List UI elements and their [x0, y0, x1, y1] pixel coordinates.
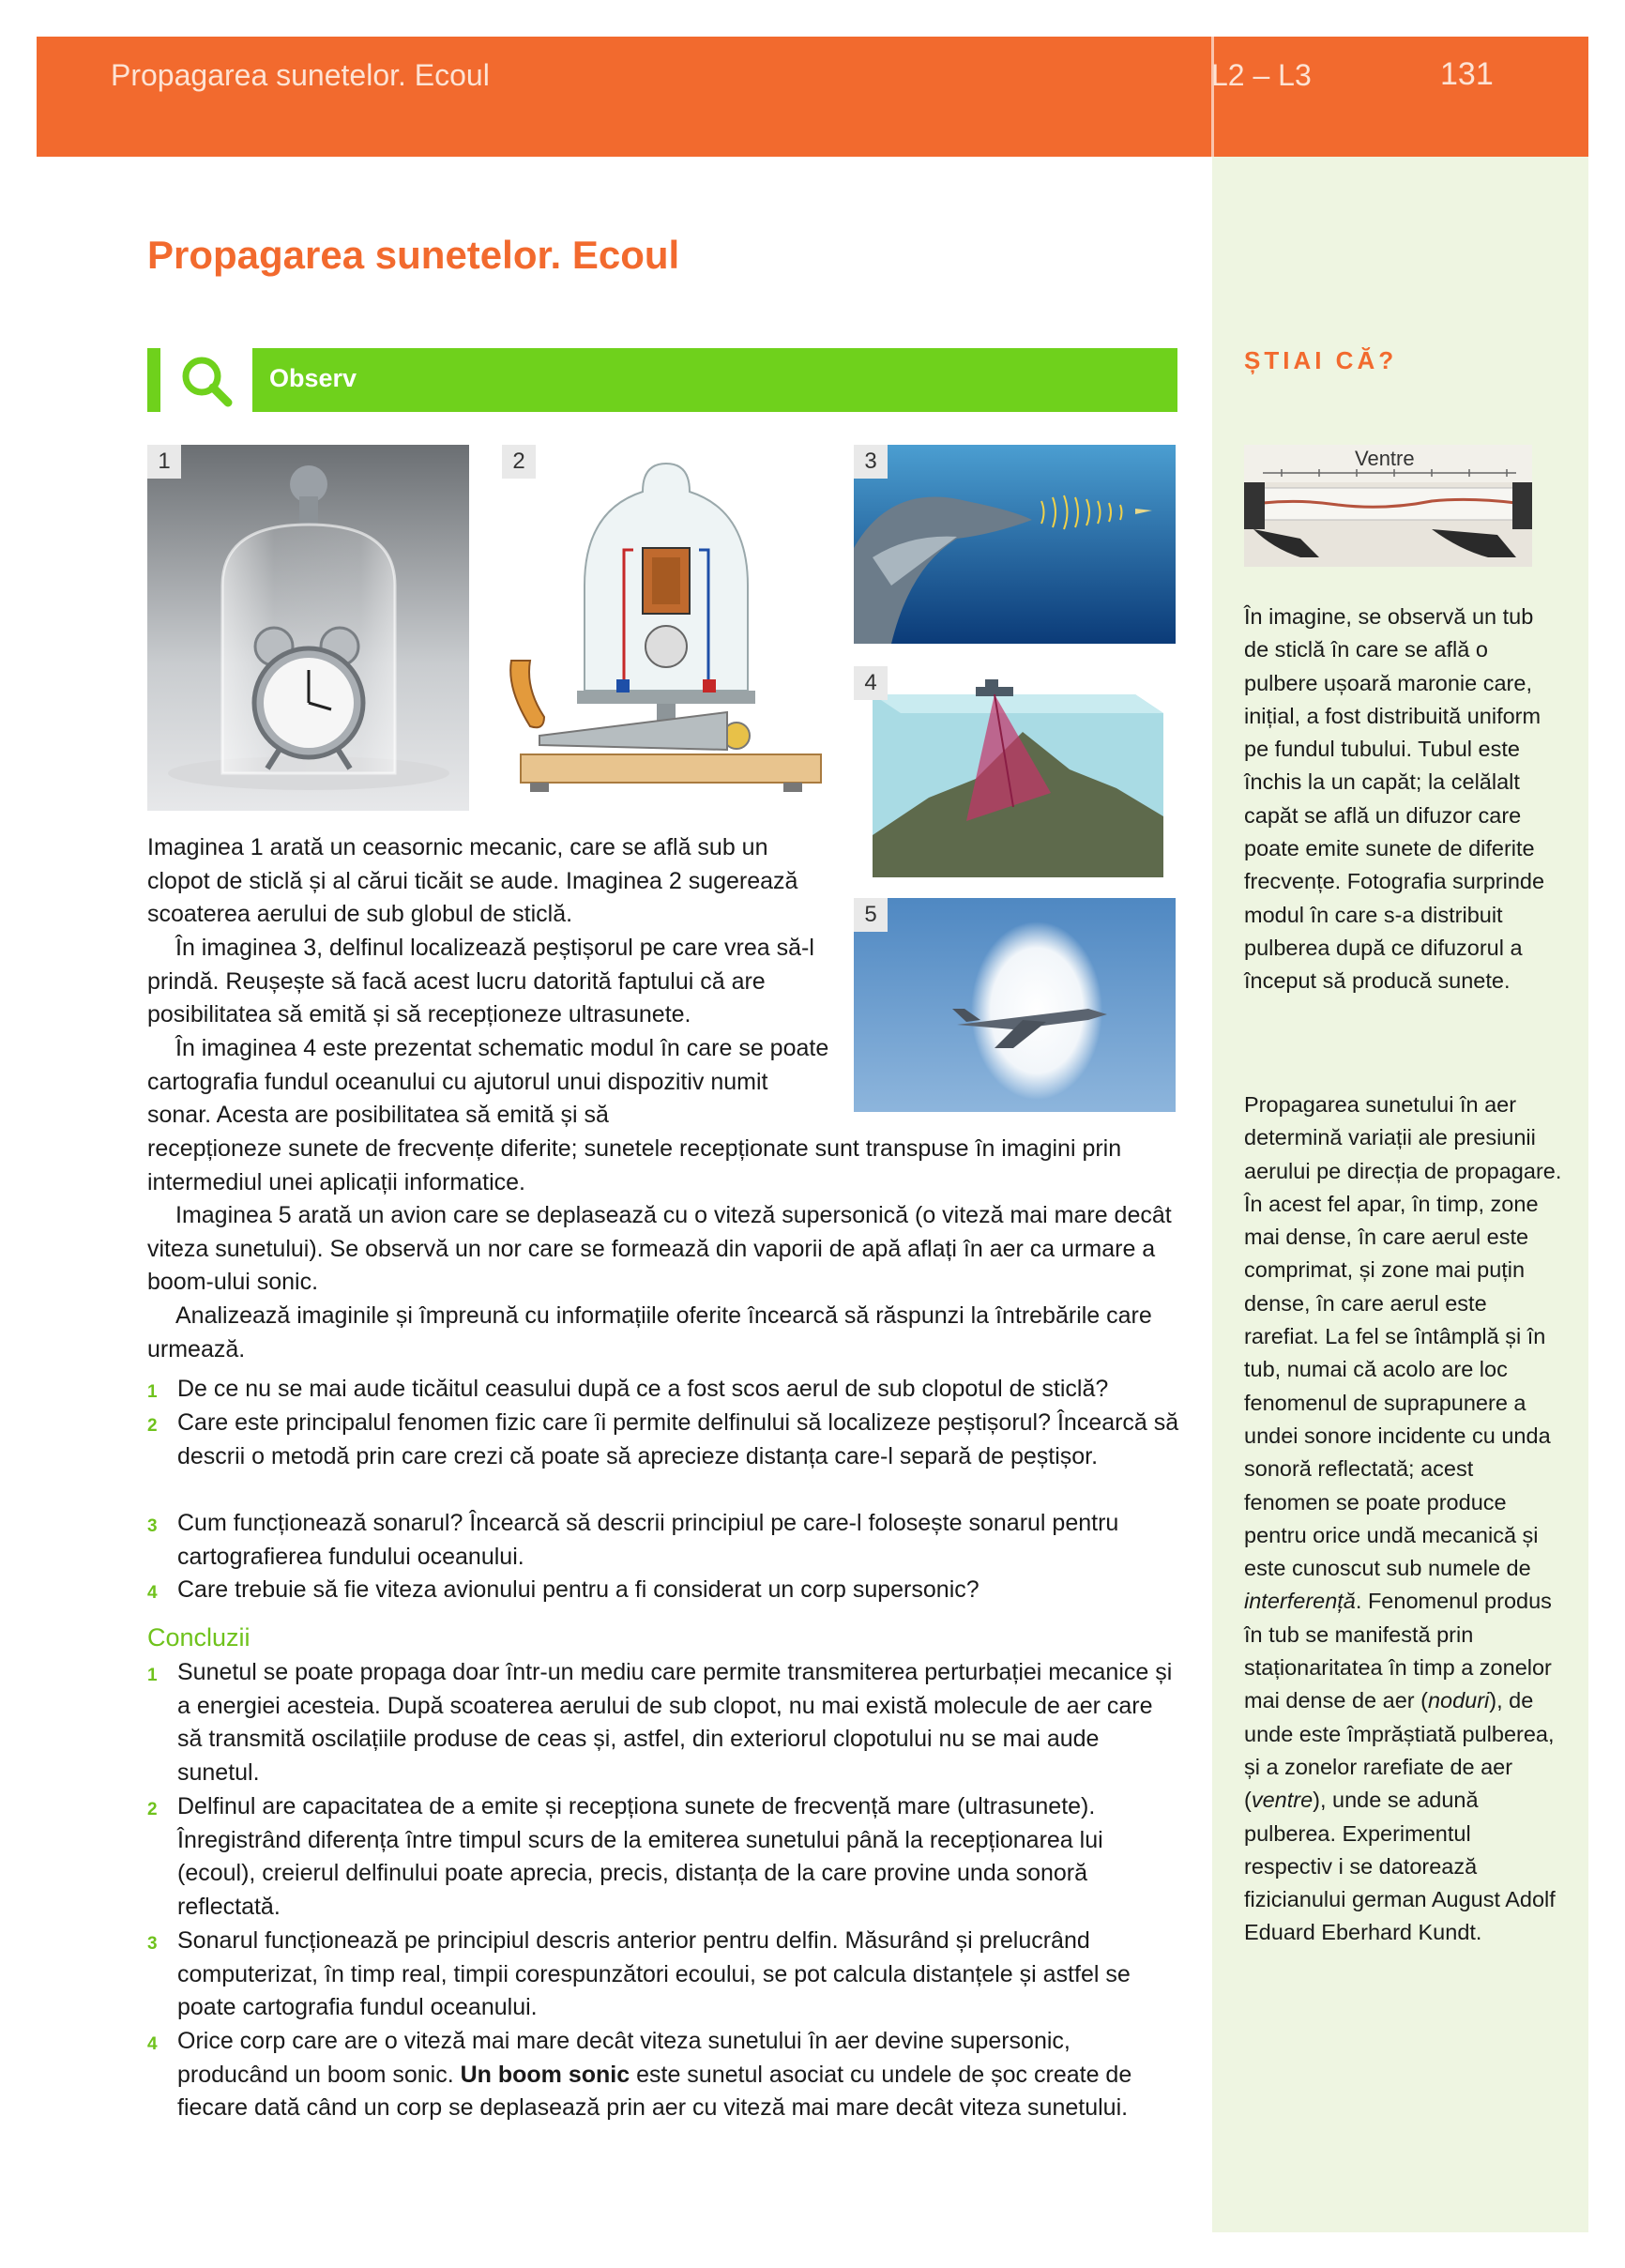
body-paragraph-2: În imaginea 3, delfinul localizează peștișorul pe care vrea să-l prindă. Reușește să facă acest lucru datorită faptului că are posibilitatea să emită și să recepționeze ultrasunete.: [147, 935, 814, 1028]
body-paragraph-4: Imaginea 5 arată un avion care se deplasează cu o viteză supersonică (o viteză mai mare decât viteza sunetului). Se observă un nor care se formează din vaporii de apă aflați în aer ca urmare a boom-ului sonic.: [147, 1202, 1172, 1296]
conclusion-number: 2: [147, 1800, 158, 1819]
sidebar-term-interferenta: interferență: [1244, 1589, 1356, 1614]
conclusion-number: 4: [147, 2034, 158, 2054]
sidebar-text-part: . Fenomenul produs în tub se manifestă prin staționaritatea în timp a zonelor mai dense de aer (: [1244, 1589, 1552, 1713]
observ-icon-box: [160, 348, 252, 412]
body-paragraph-3: În imaginea 4 este prezentat schematic modul în care se poate cartografia fundul oceanului cu ajutorul unui dispozitiv numit sonar. Acesta are posibilitatea să emită și să: [147, 1035, 829, 1129]
question-item-2: [147, 1407, 1179, 1473]
conclusion-number: 3: [147, 1934, 158, 1954]
image-number-2: 2: [502, 445, 536, 479]
sidebar-text-part: ), unde se adună pulberea. Experimentul respectiv i se datorează fizicianului german August Adolf Eduard Eberhard Kundt.: [1244, 1788, 1556, 1945]
page-number: 131: [1440, 56, 1494, 92]
supersonic-jet-photo: [854, 898, 1176, 1112]
conclusions-heading: Concluzii: [147, 1623, 251, 1652]
image-number-5: 5: [854, 898, 888, 932]
question-number: 4: [147, 1583, 158, 1603]
sidebar-paragraph-2: [1244, 1088, 1563, 1950]
body-paragraph-5: Analizează imaginile și împreună cu informațiile oferite încearcă să răspunzi la întrebările care urmează.: [147, 1302, 1152, 1362]
boom-sonic-term: Un boom sonic: [460, 2061, 630, 2088]
conclusion-text-part: Orice corp care are o viteză mai mare decât viteza sunetului în aer devine supersonic, producând un boom sonic.: [177, 2028, 1071, 2088]
sonar-seafloor-diagram: [854, 666, 1176, 880]
conclusion-text-part: este sunetul asociat cu undele de șoc create de fiecare dată când un corp se deplasează prin aer cu viteză mai mare decât viteza sunetului.: [177, 2061, 1132, 2122]
question-item-3: [147, 1507, 1179, 1574]
sidebar-heading: ȘTIAI CĂ?: [1244, 346, 1398, 374]
dolphin-echolocation-photo: [854, 445, 1176, 644]
magnifier-icon: [160, 348, 252, 412]
observ-label: Observ: [269, 364, 357, 392]
image-number-3: 3: [854, 445, 888, 479]
image-number-4: 4: [854, 666, 888, 700]
question-number: 1: [147, 1382, 158, 1402]
question-item-1: [147, 1373, 1179, 1407]
sidebar-paragraph-1: În imagine, se observă un tub de sticlă în care se află o pulbere ușoară maronie care, inițial, a fost distribuită uniform pe fundul tubului. Tubul este închis la un capăt; la celălalt capăt se află un difuzor care poate emite sunete de diferite frecvențe. Fotografia surprinde modul în care s-a distribuit pulberea după ce difuzorul a început să producă sunete.: [1244, 604, 1545, 994]
conclusion-item-3: [147, 1925, 1179, 2025]
question-number: 3: [147, 1516, 158, 1536]
header-title: Propagarea sunetelor. Ecoul: [111, 58, 490, 92]
sidebar-term-noduri: noduri: [1427, 1688, 1490, 1713]
question-text: De ce nu se mai aude ticăitul ceasului după ce a fost scos aerul de sub clopotul de sticlă?: [177, 1376, 1109, 1402]
body-paragraph-3-continued: recepționeze sunete de frecvențe diferite; sunetele recepționate sunt transpuse în imagini prin intermediul unei aplicații informatice.: [147, 1135, 1122, 1195]
ventre-label: Ventre: [1355, 447, 1415, 470]
sidebar-term-ventre: ventre: [1251, 1788, 1314, 1813]
observ-banner: [147, 348, 1177, 412]
page-title: Propagarea sunetelor. Ecoul: [147, 233, 680, 277]
conclusion-text: Sonarul funcționează pe principiul descris anterior pentru delfin. Măsurând și prelucrând computerizat, în timp real, timpii corespunzători ecoului, se pot calcula distanțele și astfel se poate cartografia fundul oceanului.: [177, 1927, 1131, 2021]
sidebar-text-part: Propagarea sunetului în aer determină variații ale presiunii aerului pe direcția de propagare. În acest fel apar, în timp, zone mai dense, în care aerul este comprimat, și zone mai puțin dense, în care aerul este rarefiat. La fel se întâmplă și în tub, numai că acolo are loc fenomenul de suprapunere a undei sonore incidente cu unda sonoră reflectată; acest fenomen se poate produce pentru orice undă mecanică și este cunoscut sub numele de: [1244, 1092, 1562, 1581]
question-text: Care este principalul fenomen fizic care îi permite delfinului să localizeze peștișorul? Încearcă să descrii o metodă prin care crezi că poate să aprecieze distanța care-l separă de peștișor.: [177, 1409, 1179, 1469]
conclusion-item-2: [147, 1790, 1179, 1924]
question-number: 2: [147, 1416, 158, 1436]
sidebar-text-part: ), de unde este împrăștiată pulberea, și a zonelor rarefiate de aer (: [1244, 1688, 1555, 1813]
image-number-1: 1: [147, 445, 181, 479]
question-text: Cum funcționează sonarul? Încearcă să descrii principiul pe care-l folosește sonarul pentru cartografierea fundului oceanului.: [177, 1510, 1119, 1570]
kundt-tube-photo: [1244, 445, 1532, 567]
question-item-4: [147, 1574, 1179, 1607]
header-lessons: L2 – L3: [1211, 58, 1312, 92]
body-paragraph-1: Imaginea 1 arată un ceasornic mecanic, care se află sub un clopot de sticlă și al cărui ticăit se aude. Imaginea 2 sugerează scoaterea aerului de sub globul de sticlă.: [147, 834, 798, 928]
alarm-clock-bell-jar-photo: [147, 445, 469, 811]
vacuum-pump-diagram: [502, 445, 830, 811]
conclusion-number: 1: [147, 1666, 158, 1685]
page-header: [37, 37, 1588, 157]
conclusion-item-4: [147, 2025, 1179, 2125]
header-divider: [1211, 37, 1214, 157]
conclusion-text: Delfinul are capacitatea de a emite și recepționa sunete de frecvență mare (ultrasunete). Înregistrând diferența între timpul scurs de la emiterea sunetului până la recepționarea lui (ecoul), creierul delfinului poate aprecia, precis, distanța de la care provine unda sonoră reflectată.: [177, 1793, 1103, 1920]
question-text: Care trebuie să fie viteza avionului pentru a fi considerat un corp supersonic?: [177, 1576, 980, 1603]
conclusion-text: Sunetul se poate propaga doar într-un mediu care permite transmiterea perturbației mecanice și a energiei acesteia. După scoaterea aerului de sub clopot, nu mai există molecule de aer care să transmită oscilațiile produse de ceas și, astfel, din exteriorul clopotului nu se mai aude sunetul.: [177, 1659, 1173, 1786]
conclusion-item-1: [147, 1656, 1179, 1789]
